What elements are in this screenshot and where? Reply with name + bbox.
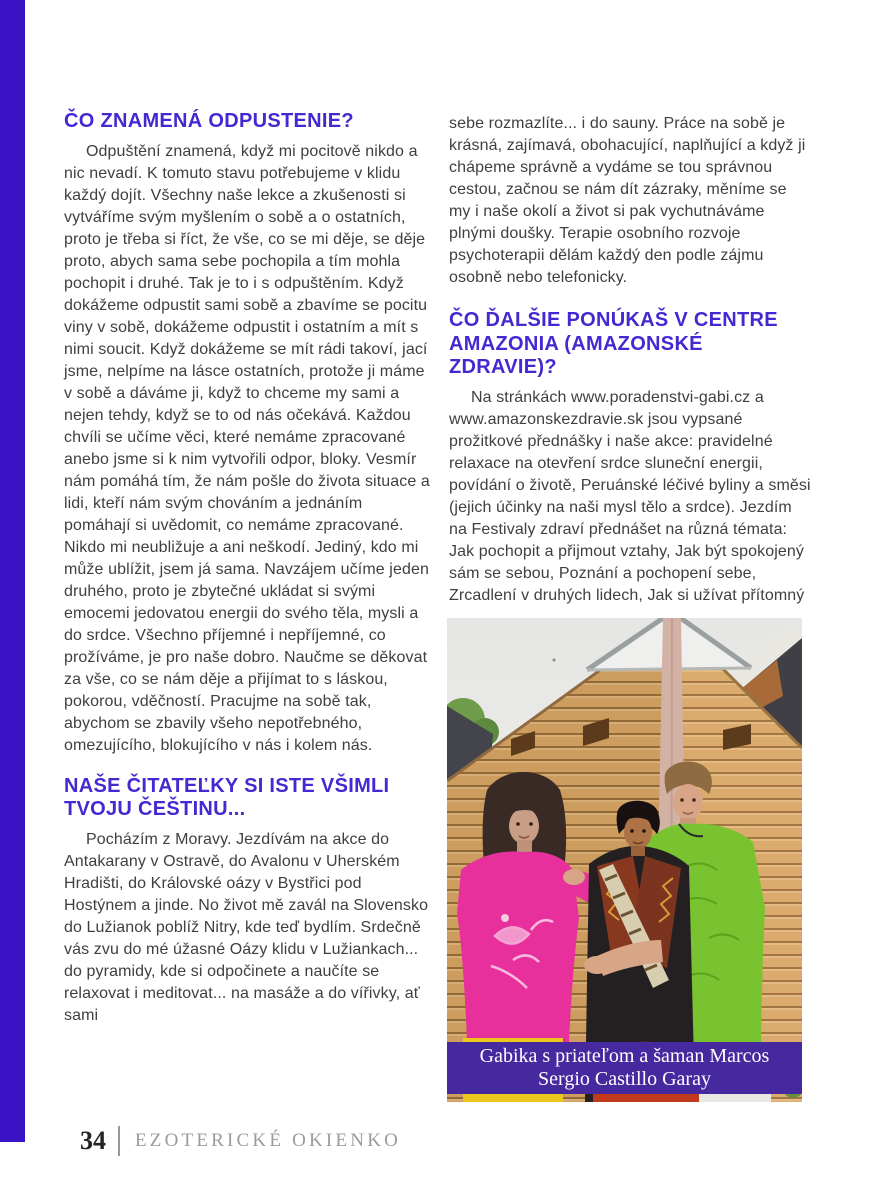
photo-caption-line1: Gabika s priateľom a šaman Marcos xyxy=(479,1045,770,1067)
left-accent-bar xyxy=(0,0,25,1142)
footer-divider xyxy=(118,1126,120,1156)
paragraph-na-strankach: Na stránkách www.poradenstvi-gabi.cz a www.amazonskezdravie.sk jsou vypsané prožitkové přednášky i naše akce: pravidelné relaxace na otevření srdce sluneční energii, povídání o životě, Peruánské léčivé byliny a směsi (jejich účinky na naši mysl tělo a srdce). Jezdím na Festivaly zdraví přednášet na různá témata: Jak pochopit a přijmout vztahy, Jak být spokojený sám se sebou, Poznání a pochopení sebe, Zrcadlení v druhých lidech, Jak si užívat přítomný xyxy=(449,388,811,604)
heading-co-dalsie-ponukas: ČO ĎALŠIE PONÚKAŠ V CENTRE AMAZONIA (AMAZONSKÉ ZDRAVIE)? xyxy=(449,309,778,378)
right-column xyxy=(449,113,812,625)
page-number: 34 xyxy=(80,1126,106,1155)
paragraph-pochazim: Pocházím z Moravy. Jezdívám na akce do Antakarany v Ostravě, do Avalonu v Uherském Hradišti, do Královské oázy v Bystřici pod Hostýnem a jinde. No život mě zavál na Slovensko do Lužianok poblíž Nitry, kde teď bydlím. Srdečně vás zvu do mé úžasné Oázy klidu v Lužiankach... do pyramidy, kde si odpočinete a naučíte se relaxovat i meditovat... na masáže a do vířivky, ať sami xyxy=(64,830,429,1024)
footer-section-label: EZOTERICKÉ OKIENKO xyxy=(135,1130,402,1151)
heading-co-znamena-odpustenie: ČO ZNAMENÁ ODPUSTENIE? xyxy=(64,110,354,132)
paragraph-odpustenie: Odpuštění znamená, když mi pocitově nikdo a nic nevadí. K tomuto stavu potřebujeme v klidu každý dojít. Všechny naše lekce a zkušenosti si vytváříme svým myšlením o sobě a o ostatních, proto je třeba si říct, že vše, co se mi děje, se děje proto, abych sama sebe pochopila a tím mohla pochopit i druhé. Tak je to i s odpuštěním. Když dokážeme odpustit sami sobě a zbavíme se pocitu viny v sobě, dokážeme odpustit i ostatním a mít s nimi soucit. Když dokážeme se mít rádi takoví, jací jsme, nelpíme na lásce ostatních, protože ji máme v sobě a dáváme ji, když to chceme my sami a nejen tehdy, když se to od nás očekává. Každou chvíli se učíme věci, které nemáme zpracované anebo jsme si k nim vytvořili odpor, bloky. Vesmír nám pomáhá tím, že nám pošle do života situace a lidi, kteří nám svým chováním a jednáním pomáhají si uvědomit, co nemáme zpracované. Nikdo mi neubližuje a ani neškodí. Jediný, kdo mi může ublížit, jsem já sama. Navzájem učíme jeden druhého, proto je zbytečné ukládat si svými emocemi jedovatou energii do svého těla, mysli a do srdce. Všechno příjemné i nepříjemné, co prožíváme, je pro naše dobro. Naučme se děkovat za vše, co se nám děje a přijímat to s láskou, pokorou, vděčností. Pracujme na sobě tak, abychom se zbavily všeho nepotřebného, omezujícího, blokujícího v nás i kolem nás. xyxy=(64,142,430,754)
photo-caption xyxy=(447,1042,802,1094)
paragraph-sebe-rozmazlite: sebe rozmazlíte... i do sauny. Práce na sobě je krásná, zajímavá, obohacující, naplňující a když ji chápeme správně a vydáme se tou správnou cestou, začnou se nám dít zázraky, měníme se my i naše okolí a život si pak vychutnáváme plnými doušky. Terapie osobního rozvoje psychoterapii dělám každý den podle zájmu osobně nebo telefonicky. xyxy=(449,115,806,286)
photo-figure xyxy=(447,618,802,1102)
heading-nase-citatelky: NAŠE ČITATEĽKY SI ISTE VŠIMLI TVOJU ČEŠTINU... xyxy=(64,774,390,820)
photo-image xyxy=(447,618,802,1102)
page-footer xyxy=(80,1126,401,1156)
photo-caption-line2: Sergio Castillo Garay xyxy=(538,1068,711,1090)
bird-speck xyxy=(553,659,556,662)
left-column xyxy=(64,110,433,1045)
